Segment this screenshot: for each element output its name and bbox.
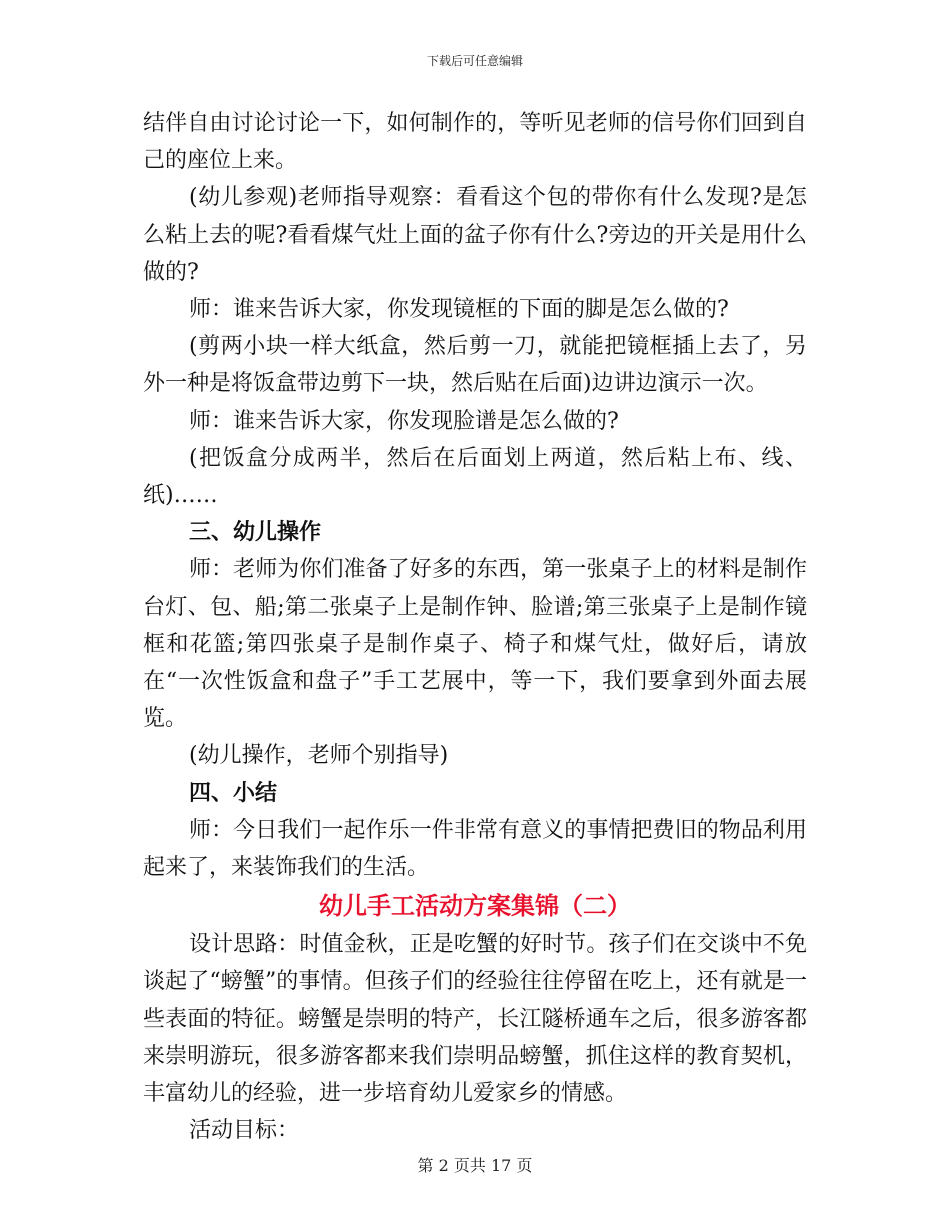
paragraph-answer-frame: (剪两小块一样大纸盒，然后剪一刀，就能把镜框插上去了，另外一种是将饭盒带边剪下一块，然后贴在后面)边讲边演示一次。 <box>143 334 807 397</box>
paragraph-activity-goals: 活动目标： <box>189 1118 300 1144</box>
section-title-part-two: 幼儿手工活动方案集锦（二） <box>319 891 631 921</box>
paragraph-answer-mask: (把饭盒分成两半，然后在后面划上两道，然后粘上布、线、纸)…… <box>143 445 807 509</box>
section-heading-operation: 三、幼儿操作 <box>189 519 322 546</box>
document-body <box>143 105 807 1149</box>
paragraph-summary: 师：今日我们一起作乐一件非常有意义的事情把费旧的物品利用起来了，来装饰我们的生活。 <box>143 817 807 881</box>
paragraph-question-frame: 师：谁来告诉大家，你发现镜框的下面的脚是怎么做的? <box>189 297 729 323</box>
paragraph-design-idea: 设计思路：时值金秋，正是吃蟹的好时节。孩子们在交谈中不免谈起了“螃蟹”的事情。但孩子们的经验往往停留在吃上，还有就是一些表面的特征。螃蟹是崇明的特产，长江隧桥通车之后，很多游客都来崇明游玩，很多游客都来我们崇明品螃蟹，抓住这样的教育契机，丰富幼儿的经验，进一步培育幼儿爱家乡的情感。 <box>143 932 807 1107</box>
paragraph-materials: 师：老师为你们准备了好多的东西，第一张桌子上的材料是制作台灯、包、船;第二张桌子上是制作钟、脸谱;第三张桌子上是制作镜框和花篮;第四张桌子是制作桌子、椅子和煤气灶，做好后，请放在“一次性饭盒和盘子”手工艺展中，等一下，我们要拿到外面去展览。 <box>143 557 807 732</box>
paragraph-discussion: 结伴自由讨论讨论一下，如何制作的，等听见老师的信号你们回到自己的座位上来。 <box>143 111 807 174</box>
paragraph-operation-note: (幼儿操作，老师个别指导) <box>189 743 449 769</box>
section-heading-summary: 四、小结 <box>189 779 278 806</box>
paragraph-observation: (幼儿参观)老师指导观察：看看这个包的带你有什么发现?是怎么粘上去的呢?看看煤气灶上面的盆子你有什么?旁边的开关是用什么做的? <box>143 185 807 285</box>
paragraph-question-mask: 师：谁来告诉大家，你发现脸谱是怎么做的? <box>189 408 619 434</box>
page-footer: 第 2 页共 17 页 <box>417 1156 533 1175</box>
page-header: 下载后可任意编辑 <box>426 54 523 68</box>
